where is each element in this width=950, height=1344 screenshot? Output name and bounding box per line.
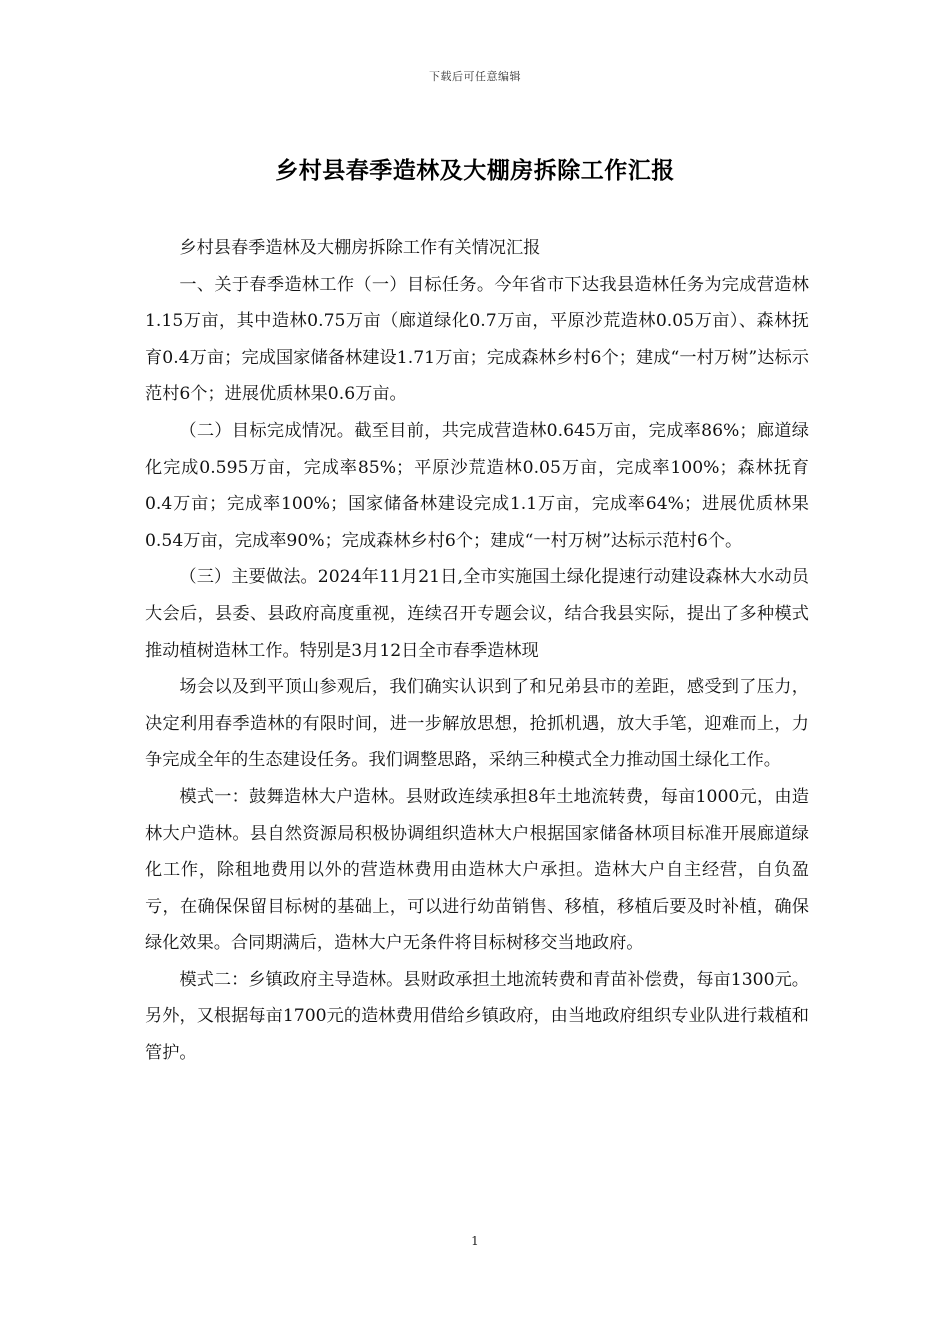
paragraph-completion-status: （二）目标完成情况。截至目前，共完成营造林0.645万亩，完成率86%；廊道绿化完成0.595万亩，完成率85%；平原沙荒造林0.05万亩，完成率100%；森林抚育0.4万亩；完成率100%；国家储备林建设完成1.1万亩，完成率64%；进展优质林果0.54万亩，完成率90%；完成森林乡村6个；建成“一村万树”达标示范村6个。	[145, 420, 809, 551]
paragraph-mode-two: 模式二：乡镇政府主导造林。县财政承担土地流转费和青苗补偿费，每亩1300元。另外，又根据每亩1700元的造林费用借给乡镇政府，由当地政府组织专业队进行栽植和管护。	[145, 969, 809, 1064]
header-note: 下载后可任意编辑	[429, 70, 521, 83]
paragraph-mode-one: 模式一：鼓舞造林大户造林。县财政连续承担8年土地流转费，每亩1000元，由造林大户造林。县自然资源局积极协调组织造林大户根据国家储备林项目标准开展廊道绿化工作，除租地费用以外的营造林费用由造林大户承担。造林大户自主经营，自负盈亏，在确保保留目标树的基础上，可以进行幼苗销售、移植，移植后要及时补植，确保绿化效果。合同期满后，造林大户无条件将目标树移交当地政府。	[145, 786, 809, 954]
paragraph-measures-continued: 场会以及到平顶山参观后，我们确实认识到了和兄弟县市的差距，感受到了压力，决定利用春季造林的有限时间，进一步解放思想，抢抓机遇，放大手笔，迎难而上，力争完成全年的生态建设任务。我们调整思路，采纳三种模式全力推动国土绿化工作。	[145, 677, 809, 771]
document-body	[145, 230, 809, 1072]
paragraph-intro: 乡村县春季造林及大棚房拆除工作有关情况汇报	[179, 238, 541, 258]
paragraph-target-tasks: 一、关于春季造林工作（一）目标任务。今年省市下达我县造林任务为完成营造林1.15万亩，其中造林0.75万亩（廊道绿化0.7万亩，平原沙荒造林0.05万亩）、森林抚育0.4万亩；完成国家储备林建设1.71万亩；完成森林乡村6个；建成“一村万树”达标示范村6个；进展优质林果0.6万亩。	[145, 274, 809, 405]
page-number: 1	[471, 1234, 479, 1248]
document-title: 乡村县春季造林及大棚房拆除工作汇报	[275, 157, 675, 184]
paragraph-main-measures: （三）主要做法。2024年11月21日,全市实施国土绿化提速行动建设森林大水动员大会后，县委、县政府高度重视，连续召开专题会议，结合我县实际，提出了多种模式推动植树造林工作。特别是3月12日全市春季造林现	[145, 567, 809, 661]
